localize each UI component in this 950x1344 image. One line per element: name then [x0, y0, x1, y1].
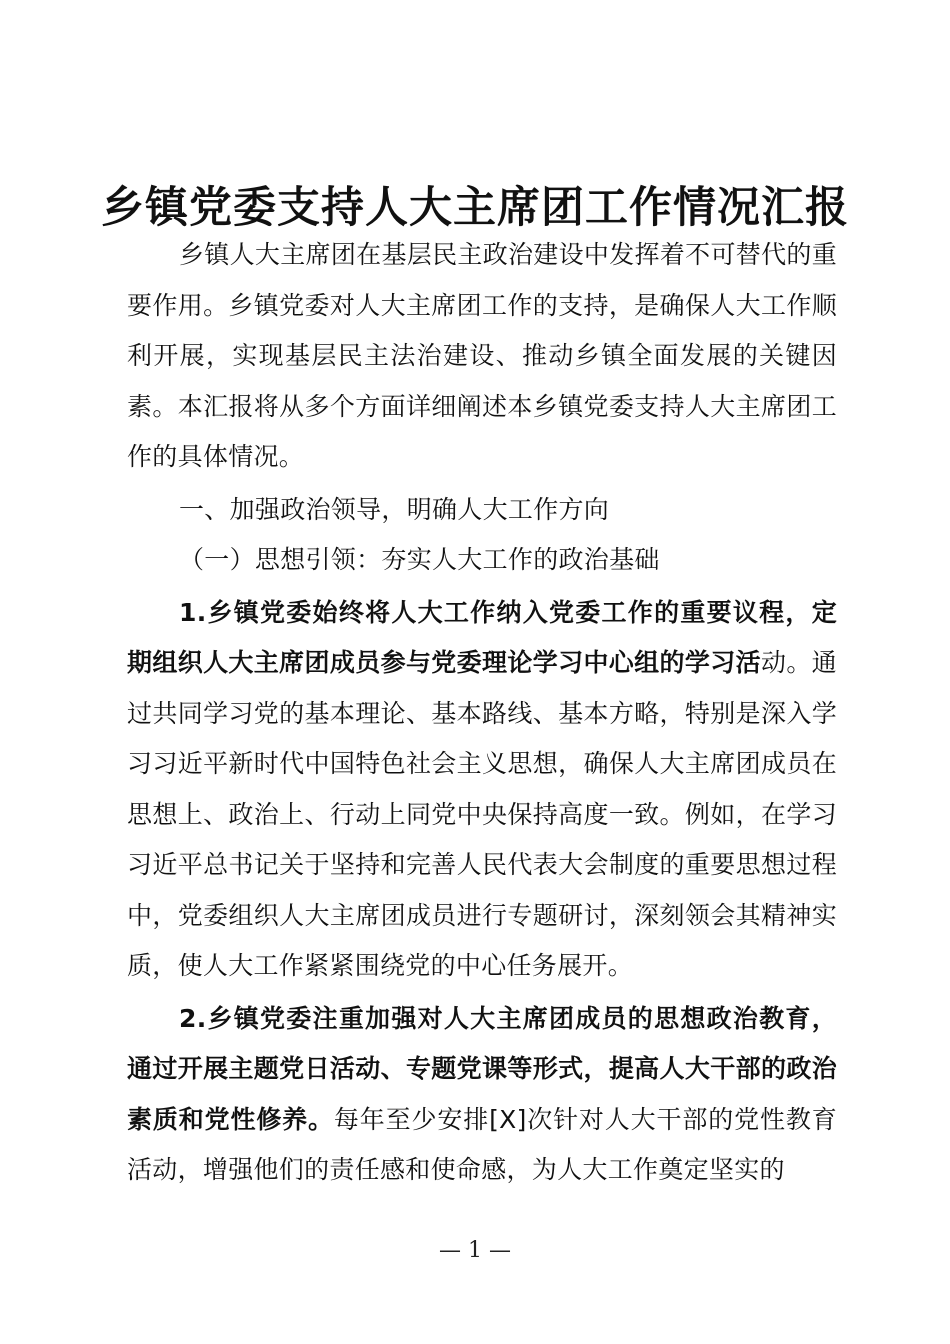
item-2-bold-lead: 2.乡镇党委注重加强对人大主席团成员的思想政治教育，通过开展主题党日活动、专题党课等形式，提高人大干部的政治素质和党性修养。: [127, 1003, 837, 1134]
document-body: [127, 230, 837, 1196]
document-title: 乡镇党委支持人大主席团工作情况汇报: [101, 183, 849, 233]
item-1-text: 动。通过共同学习党的基本理论、基本路线、基本方略，特别是深入学习习近平新时代中国特色社会主义思想，确保人大主席团成员在思想上、政治上、行动上同党中央保持高度一致。例如，在学习习近平总书记关于坚持和完善人民代表大会制度的重要思想过程中，党委组织人大主席团成员进行专题研讨，深刻领会其精神实质，使人大工作紧紧围绕党的中心任务展开。: [127, 648, 837, 980]
item-2-paragraph: [127, 994, 837, 1196]
item-1-bold-lead: 1.乡镇党委始终将人大工作纳入党委工作的重要议程，定期组织人大主席团成员参与党委理论学习中心组的学习活: [127, 597, 837, 677]
page-number: — 1 —: [439, 1238, 511, 1263]
section-heading: 一、加强政治领导，明确人大工作方向: [179, 494, 610, 524]
item-2-text: 每年至少安排[X]次针对人大干部的党性教育活动，增强他们的责任感和使命感，为人大工作奠定坚实的: [127, 1104, 838, 1184]
intro-paragraph: 乡镇人大主席团在基层民主政治建设中发挥着不可替代的重要作用。乡镇党委对人大主席团工作的支持，是确保人大工作顺利开展，实现基层民主法治建设、推动乡镇全面发展的关键因素。本汇报将从多个方面详细阐述本乡镇党委支持人大主席团工作的具体情况。: [127, 240, 837, 471]
subsection-heading: （一）思想引领：夯实人大工作的政治基础: [179, 545, 660, 574]
item-1-paragraph: [127, 588, 837, 992]
